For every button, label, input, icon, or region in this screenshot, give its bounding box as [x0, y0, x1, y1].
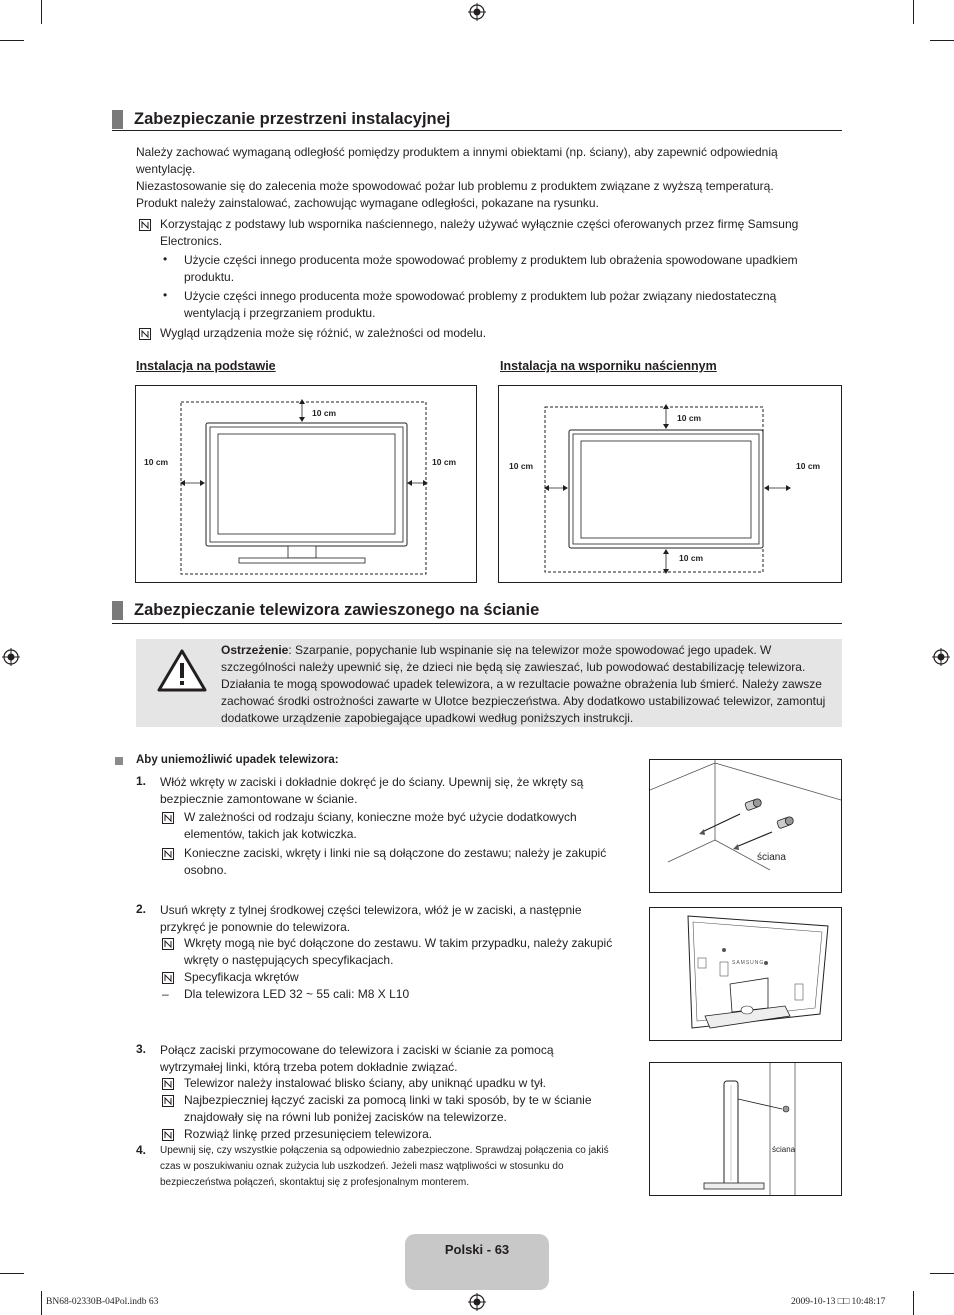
page-number-tab: [405, 1234, 549, 1290]
crop-mark: [0, 40, 24, 41]
paragraph: Niezastosowanie się do zalecenia może spowodować pożar lub problemu z produktem związane z wyższą temperaturą. Produkt należy zainstalować, zachowując wymagane odległości, pokazane na rysunku.: [136, 179, 774, 210]
instruction-lead: Aby uniemożliwić upadek telewizora:: [136, 754, 339, 766]
crop-mark: [930, 40, 954, 41]
section-title: Zabezpieczanie przestrzeni instalacyjnej: [134, 110, 451, 128]
bullet-icon: •: [163, 252, 168, 266]
section-rule: [112, 623, 842, 624]
clearance-label-left: 10 cm: [144, 457, 169, 467]
stand-clearance-figure: [135, 385, 477, 583]
dash-icon: –: [162, 987, 169, 1001]
step-text: Włóż wkręty w zaciski i dokładnie dokręć je do ściany. Upewnij się, że wkręty są bezpiecznie zamontowane w ścianie.: [160, 775, 584, 806]
note-text: Wygląd urządzenia może się różnić, w zależności od modelu.: [160, 326, 487, 340]
note-text: Rozwiąż linkę przed przesunięciem telewizora.: [184, 1127, 433, 1141]
section-marker: [112, 110, 123, 129]
note-icon: [162, 938, 174, 950]
step-number: 4.: [136, 1143, 147, 1157]
section-marker: [112, 601, 123, 620]
note-icon: [162, 1129, 174, 1141]
wall-screws-figure: [649, 759, 842, 893]
note-icon: [162, 972, 174, 984]
wall-label: ściana: [757, 852, 786, 863]
note-text: Telewizor należy instalować blisko ściany, aby uniknąć upadku w tył.: [184, 1076, 546, 1090]
warning-box: [136, 639, 842, 727]
clearance-label-top: 10 cm: [677, 413, 702, 423]
clearance-label-right: 10 cm: [432, 457, 457, 467]
note-icon: [162, 812, 174, 824]
bullet-text: Użycie części innego producenta może spowodować problemy z produktem lub pożar związany niedostateczną wentylacją i przegrzaniem produktu.: [184, 289, 777, 320]
clearance-label-top: 10 cm: [312, 408, 337, 418]
tv-back-figure: [649, 907, 842, 1041]
note-text: Konieczne zaciski, wkręty i linki nie są dołączone do zestawu; należy je zakupić osobno.: [184, 846, 607, 877]
tv-side-figure: [649, 1062, 842, 1196]
crop-mark: [0, 1273, 24, 1274]
warning-text: [221, 642, 836, 727]
clearance-label-left: 10 cm: [509, 461, 534, 471]
bullet-icon: •: [163, 288, 168, 302]
step-text: Połącz zaciski przymocowane do telewizora i zaciski w ścianie za pomocą wytrzymałej linki, którą trzeba potem dokładnie związać.: [160, 1043, 554, 1074]
step-number: 2.: [136, 902, 147, 916]
samsung-logo: SAMSUNG: [732, 960, 765, 966]
crop-mark: [41, 1291, 42, 1315]
note-icon: [162, 1078, 174, 1090]
note-text: Korzystając z podstawy lub wspornika naściennego, należy używać wyłącznie części oferowanych przez firmę Samsung Electronics.: [160, 217, 799, 248]
note-text: Najbezpieczniej łączyć zaciski za pomocą linki w taki sposób, by te w ścianie znajdowały się na równi lub poniżej zacisków na telewizorze.: [184, 1093, 592, 1124]
warning-triangle-icon: [156, 647, 208, 693]
spec-text: Dla telewizora LED 32 ~ 55 cali: M8 X L10: [184, 987, 410, 1001]
note-text: Specyfikacja wkrętów: [184, 970, 299, 984]
note-icon: [162, 848, 174, 860]
step-number: 3.: [136, 1042, 147, 1056]
note-text: W zależności od rodzaju ściany, konieczne może być użycie dodatkowych elementów, takich jak kotwiczka.: [184, 810, 577, 841]
file-info: BN68-02330B-04Pol.indb 63: [46, 1297, 159, 1307]
note-icon: [162, 1095, 174, 1107]
square-bullet-icon: [115, 757, 123, 765]
page-number: Polski - 63: [444, 1242, 510, 1257]
registration-mark-icon: [468, 1293, 486, 1311]
clearance-label-right: 10 cm: [796, 461, 821, 471]
crop-mark: [930, 1273, 954, 1274]
subheading-wall: Instalacja na wsporniku naściennym: [500, 359, 717, 373]
step-number: 1.: [136, 774, 147, 788]
note-icon: [139, 328, 151, 340]
step-text: Usuń wkręty z tylnej środkowej części telewizora, włóż je w zaciski, a następnie przykręć je ponownie do telewizora.: [160, 903, 582, 934]
note-text: Wkręty mogą nie być dołączone do zestawu. W takim przypadku, należy zakupić wkręty o następujących specyfikacjach.: [184, 936, 613, 967]
warning-label: Ostrzeżenie: [221, 643, 289, 657]
crop-mark: [913, 0, 914, 24]
print-date: 2009-10-13 □□ 10:48:17: [791, 1297, 886, 1307]
section-title: Zabezpieczanie telewizora zawieszonego na ścianie: [134, 601, 540, 619]
note-icon: [139, 219, 151, 231]
paragraph: Należy zachować wymaganą odległość pomiędzy produktem a innymi obiektami (np. ściany), aby zapewnić odpowiednią wentylację.: [136, 145, 778, 176]
wall-clearance-figure: [498, 385, 842, 583]
subheading-stand: Instalacja na podstawie: [136, 359, 276, 373]
wall-label: ściana: [772, 1145, 796, 1154]
step-text: Upewnij się, czy wszystkie połączenia są odpowiednio zabezpieczone. Sprawdzaj połączenia co jakiś czas w poszukiwaniu oznak zużycia lub uszkodzeń. Jeżeli masz wątpliwości w stosunku do bezpieczeństwa połączeń, skontaktuj się z profesjonalnym monterem.: [160, 1145, 609, 1188]
bullet-text: Użycie części innego producenta może spowodować problemy z produktem lub obrażenia spowodowane upadkiem produktu.: [184, 253, 798, 284]
registration-mark-icon: [2, 648, 20, 666]
crop-mark: [913, 1291, 914, 1315]
warning-body: : Szarpanie, popychanie lub wspinanie się na telewizor może spowodować jego upadek. W szczególności należy upewnić się, że dzieci nie będą się zawieszać, lub powodować destabilizację telewizora. Działania te mogą spowodować upadek telewizora, a w rezultacie poważne obrażenia lub śmierć. Należy zawsze zachować środki ostrożności zawarte w Ulotce bezpieczeństwa. Aby dodatkowo ustabilizować telewizor, zamontuj dodatkowe urządzenie zapobiegające upadkowi według poniższych instrukcji.: [221, 643, 826, 725]
crop-mark: [41, 0, 42, 24]
clearance-label-bottom: 10 cm: [679, 553, 704, 563]
registration-mark-icon: [932, 648, 950, 666]
section-rule: [112, 130, 842, 131]
registration-mark-icon: [468, 3, 486, 21]
